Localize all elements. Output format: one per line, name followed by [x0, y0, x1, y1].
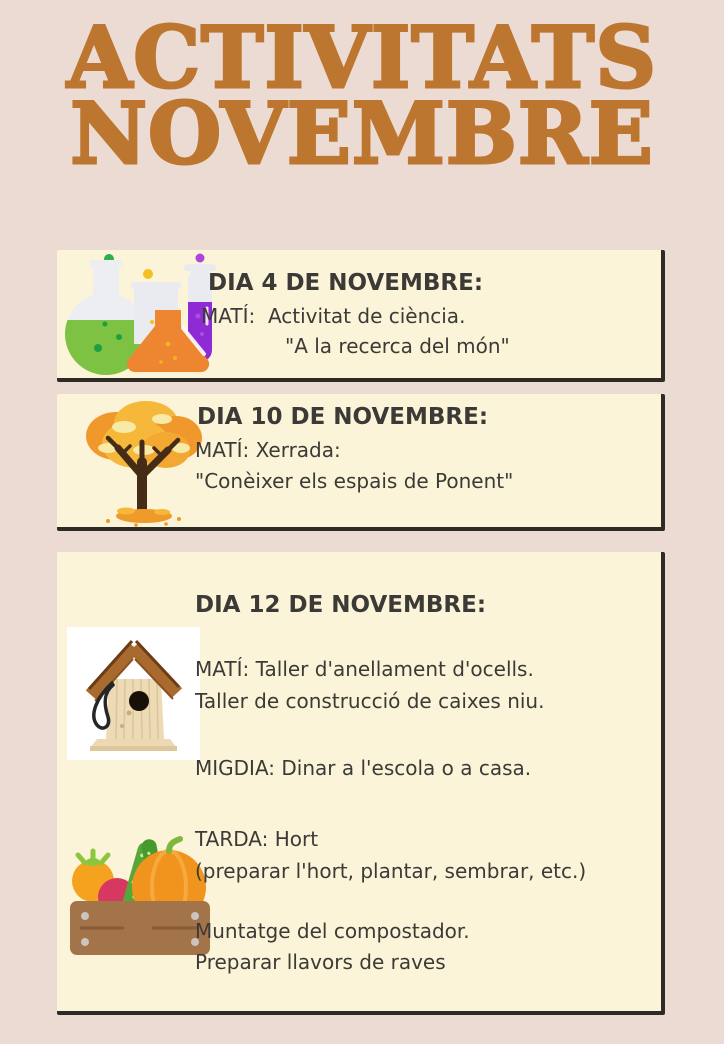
poster-title-line2: NOVEMBRE — [70, 84, 654, 183]
card-dia4-line1: MATÍ: Activitat de ciència. — [201, 304, 466, 328]
card-dia12-tarda-line2: (preparar l'hort, plantar, sembrar, etc.) — [195, 859, 587, 883]
birdhouse-photo — [67, 627, 200, 760]
card-dia-12 — [57, 552, 665, 1015]
card-dia10-line1: MATÍ: Xerrada: — [195, 438, 341, 462]
vegetable-crate-icon — [65, 835, 215, 957]
card-dia10-line2: "Conèixer els espais de Ponent" — [195, 469, 514, 493]
card-dia12-mati-line2: Taller de construcció de caixes niu. — [195, 689, 545, 713]
card-dia12-migdia-line: MIGDIA: Dinar a l'escola o a casa. — [195, 756, 532, 780]
card-dia12-compost-line2: Preparar llavors de raves — [195, 950, 446, 974]
card-dia4-line2: "A la recerca del món" — [285, 334, 510, 358]
card-dia12-compost-line1: Muntatge del compostador. — [195, 919, 470, 943]
card-dia-4 — [57, 250, 665, 382]
card-dia10-heading: DIA 10 DE NOVEMBRE: — [197, 404, 489, 430]
card-dia12-mati-line1: MATÍ: Taller d'anellament d'ocells. — [195, 657, 534, 681]
poster-title — [0, 8, 724, 183]
autumn-tree-icon — [78, 396, 210, 528]
card-dia12-heading: DIA 12 DE NOVEMBRE: — [195, 592, 487, 618]
card-dia4-heading: DIA 4 DE NOVEMBRE: — [208, 270, 484, 296]
science-flasks-icon — [62, 252, 218, 378]
card-dia-10 — [57, 394, 665, 531]
poster-title-line1: ACTIVITATS — [67, 8, 657, 107]
card-dia12-tarda-line1: TARDA: Hort — [195, 827, 319, 851]
